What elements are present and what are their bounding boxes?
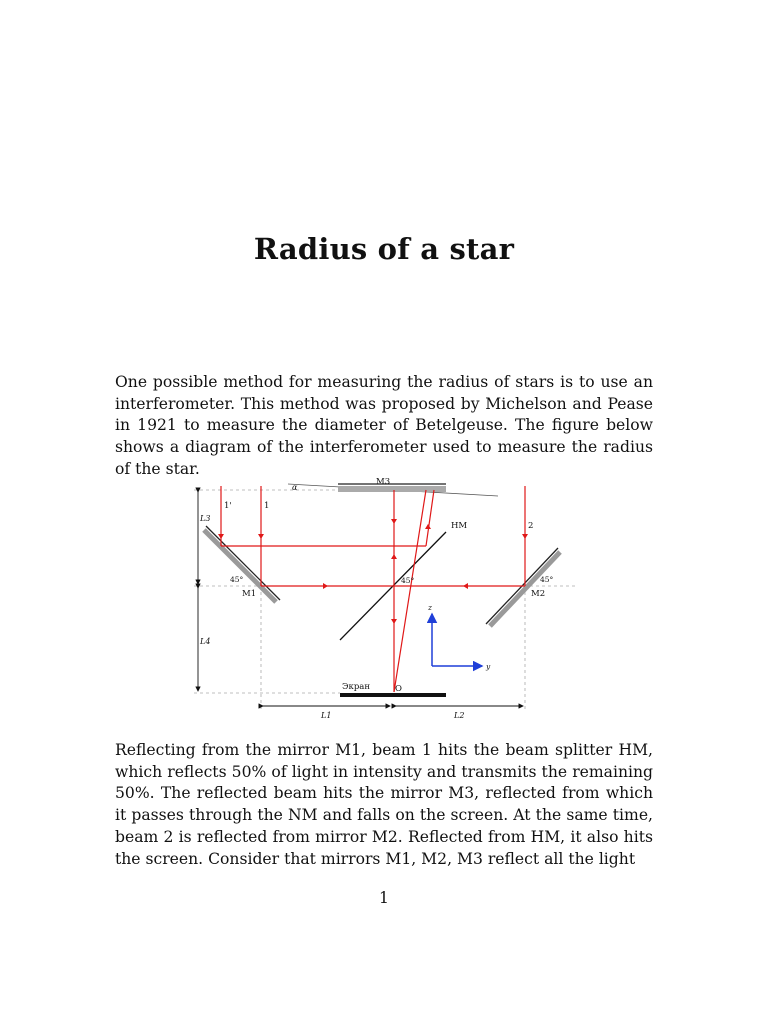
construction-lines	[194, 490, 578, 710]
label-beam1prime: 1'	[224, 501, 232, 511]
mirror-m3	[338, 486, 446, 492]
mirror-m1	[204, 530, 276, 602]
label-l1: L1	[321, 711, 332, 720]
label-hm: HM	[451, 521, 468, 531]
description-paragraph: Reflecting from the mirror M1, beam 1 hits the beam splitter HM, which reflects 50% of light in intensity and transmits the remaining 50%. The reflected beam hits the mirror M3, reflected from which it passes through the NM and falls on the screen. At the same time, beam 2 is reflected from mirror M2. Reflected from HM, it also hits the screen. Consider that mirrors M1, M2, M3 reflect all the light	[115, 741, 653, 868]
label-l4: L4	[200, 637, 211, 646]
label-m3: M3	[376, 477, 391, 487]
interferometer-figure	[188, 474, 580, 722]
label-angle-right: 45°	[540, 575, 554, 584]
light-beams	[221, 486, 525, 692]
label-beam2: 2	[528, 521, 534, 531]
beam-arrows	[218, 519, 528, 624]
screen-bar	[340, 693, 446, 697]
page-title: Radius of a star	[253, 232, 515, 266]
label-screen: Экран	[342, 682, 370, 692]
label-l2: L2	[454, 711, 465, 720]
label-m1: M1	[242, 589, 257, 599]
page-number: 1	[379, 889, 389, 907]
label-origin: O	[395, 684, 402, 694]
label-alpha: α	[292, 483, 298, 492]
label-angle-center: 45°	[401, 576, 415, 585]
label-l3: L3	[200, 514, 211, 523]
label-axis-z: z	[428, 603, 432, 612]
label-beam1: 1	[264, 501, 270, 511]
label-m2: M2	[531, 589, 546, 599]
intro-paragraph: One possible method for measuring the radius of stars is to use an interferometer. This method was proposed by Michelson and Pease in 1921 to measure the diameter of Betelgeuse. The figure below shows a diagram of the interferometer used to measure the radius of the star.	[115, 373, 653, 478]
dimension-lines	[198, 492, 523, 706]
interferometer-diagram	[188, 474, 580, 722]
label-axis-y: y	[486, 662, 491, 671]
label-angle-left: 45°	[230, 575, 244, 584]
